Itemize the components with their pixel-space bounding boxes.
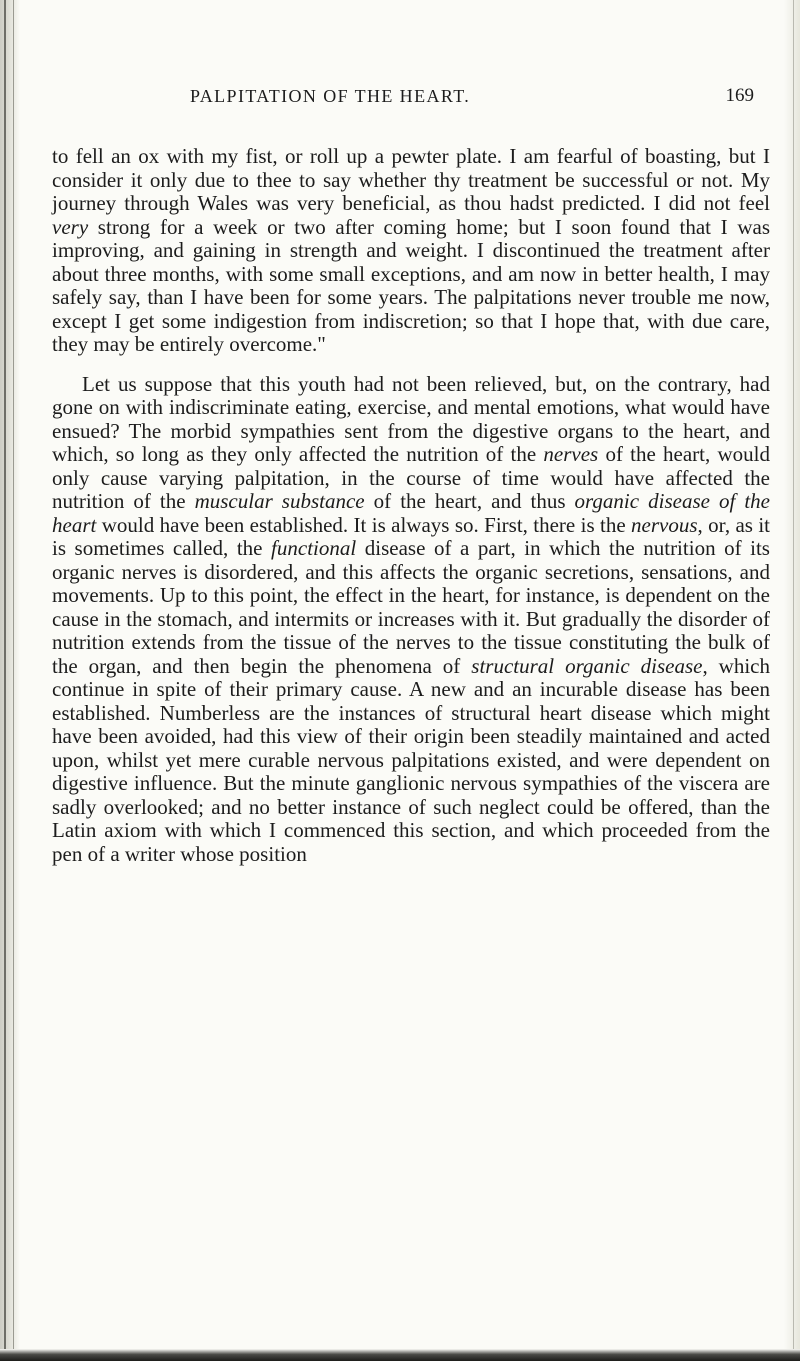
paragraph [52,373,770,867]
text-run: of the heart, would only cause varying palpitation, in the course of time would have affected the nutrition of the [52,442,770,513]
binding-gutter [0,0,20,1361]
italic-text: muscular substance [194,489,365,513]
page-edge [784,0,800,1361]
text-run: would have been established. It is always so. First, there is the [96,512,632,537]
text-run: strong for a week or two after coming home; but I soon found that I was improving, and gaining in strength and weight. I discontinued the treatment after about three months, with some small exceptions, and am now in better health, I may safely say, than I have been for some years. The palpitations never trouble me now, except I get some indigestion from indiscretion; so that I hope that, with due care, they may be entirely overcome." [52,214,770,356]
text-run: disease of a part, in which the nutrition of its organic nerves is disordered, and this affects the organic secretions, sensations, and movements. Up to this point, the effect in the heart, for instance, is dependent on the cause in the stomach, and intermits or increases with it. But gradually the disorder of nutrition extends from the tissue of the nerves to the tissue constituting the bulk of the organ, and then begin the phenomena of [52,536,770,678]
text-run: of the heart, and thus [364,489,575,513]
text-run: to fell an ox with my fist, or roll up a pewter plate. I am fearful of boasting, but I consider it only due to thee to say whether thy treatment be successful or not. My journey through Wales was very beneficial, as thou hadst predicted. I did not feel [52,144,770,215]
gutter-line [13,0,14,1361]
italic-text: structural organic disease [471,653,703,678]
italic-text: organic disease of the heart [52,489,770,537]
text-run: Let us suppose that this youth had not been relieved, but, on the contrary, had gone on with indiscriminate eating, exercise, and mental emotions, what would have ensued? The morbid sympathies sent from the digestive organs to the heart, and which, so long as they only affected the nutrition of the [52,371,770,466]
body-text [52,145,770,866]
italic-text: functional [271,536,357,560]
page-number: 169 [725,85,754,106]
scan-bottom-edge [0,1349,800,1361]
italic-text: very [52,214,89,239]
text-run: , which continue in spite of their primary cause. A new and an incurable disease has been established. Numberless are the instances of structural heart disease which might have been avoided, had this view of their origin been steadily maintained and acted upon, whilst yet mere curable nervous palpitations existed, and were dependent on digestive influence. But the minute ganglionic nervous sympathies of the viscera are sadly overlooked; and no better instance of such neglect could be offered, than the Latin axiom with which I commenced this section, and which proceeded from the pen of a writer whose position [52,653,770,866]
running-head-title: PALPITATION OF THE HEART. [190,86,471,106]
paragraph [52,145,770,357]
italic-text: nervous [631,512,698,537]
gutter-line [4,0,6,1361]
text-run: , or, as it is sometimes called, the [52,512,770,560]
running-head [52,0,770,108]
edge-line [793,0,794,1361]
italic-text: nerves [543,442,599,466]
book-page [52,0,770,866]
